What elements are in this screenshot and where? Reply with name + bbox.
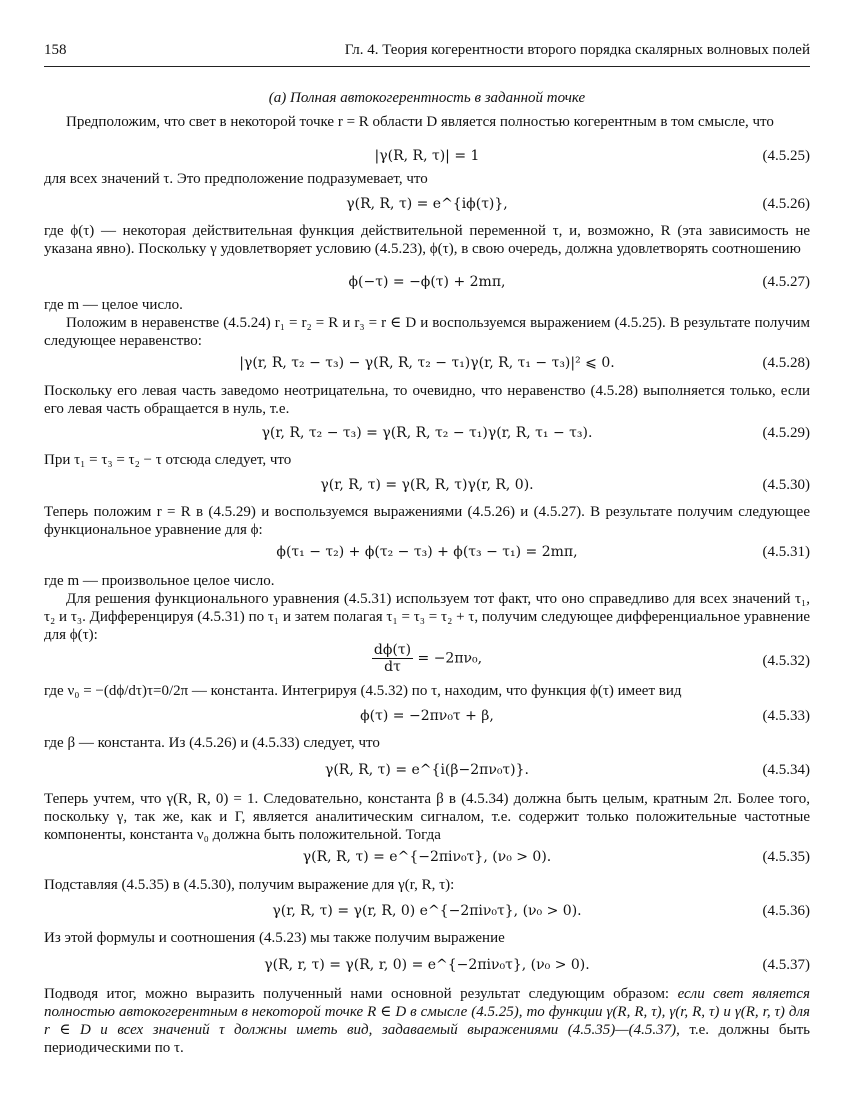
equation	[44, 196, 810, 216]
paragraph: где m — произвольное целое число.	[44, 573, 275, 589]
equation	[44, 762, 810, 782]
header-rule	[44, 66, 810, 67]
equation-formula	[44, 642, 810, 675]
paragraph: Предположим, что свет в некоторой точке r = R области D является полностью когерентным в том смысле, что	[66, 114, 774, 130]
paragraph: где m — целое число.	[44, 297, 183, 313]
equation-formula: |γ(R, R, τ)| = 1	[374, 148, 480, 164]
equation-number: (4.5.32)	[762, 653, 810, 669]
equation	[44, 477, 810, 497]
equation	[44, 544, 810, 564]
equation-number: (4.5.27)	[762, 274, 810, 290]
equation-formula: γ(R, R, τ) = e^{−2πiν₀τ}, (ν₀ > 0).	[302, 849, 552, 865]
equation-formula: γ(R, R, τ) = e^{i(β−2πν₀τ)}.	[324, 762, 530, 778]
paragraph: Для решения функционального уравнения (4.5.31) используем тот факт, что оно справедливо для всех значений τ₁, τ₂ и τ₃. Дифференцируя (4.5.31) по τ₁ и затем полагая τ₁ = τ₃ = τ₂ + τ, получим следующее дифференциальное уравнение для ϕ(τ):	[44, 591, 810, 643]
equation-formula: γ(r, R, τ) = γ(r, R, 0) e^{−2πiν₀τ}, (ν₀ > 0).	[272, 903, 582, 919]
equation	[44, 425, 810, 445]
equation	[44, 903, 810, 923]
equation-number: (4.5.28)	[762, 355, 810, 371]
equation	[44, 355, 810, 375]
equation-formula: γ(r, R, τ) = γ(R, R, τ)γ(r, R, 0).	[320, 477, 534, 493]
equation-number: (4.5.29)	[762, 425, 810, 441]
page-number: 158	[44, 42, 67, 58]
running-header	[44, 42, 810, 62]
equation-number: (4.5.30)	[762, 477, 810, 493]
summary-text: Подводя итог, можно выразить полученный нами основной результат следующим образом:	[44, 986, 678, 1002]
equation-number: (4.5.36)	[762, 903, 810, 919]
equation	[44, 849, 810, 869]
equation-number: (4.5.31)	[762, 544, 810, 560]
paragraph: где ϕ(τ) — некоторая действительная функция действительной переменной τ, и, возможно, R (эта зависимость не указана явно). Поскольку γ удовлетворяет условию (4.5.23), ϕ(τ), в свою очередь, должна удовлетворять соотношению	[44, 223, 810, 257]
summary-paragraph	[44, 985, 810, 1057]
paragraph: Подставляя (4.5.35) в (4.5.30), получим выражение для γ(r, R, τ):	[44, 877, 455, 893]
equation-formula: ϕ(−τ) = −ϕ(τ) + 2mπ,	[348, 274, 506, 290]
running-title: Гл. 4. Теория когерентности второго порядка скалярных волновых полей	[344, 42, 810, 58]
fraction-denominator: dτ	[384, 659, 401, 675]
fraction-numerator: dϕ(τ)	[373, 642, 412, 658]
summary-italic-text: если свет является полностью автокогерентным в некоторой точке R ∈ D в смысле (4.5.25), то функции γ(R, R, τ), γ(r, R, τ) и γ(R, r, τ) для r ∈ D и всех значений τ должны иметь вид, задаваемый выражениями (4.5.35)—(4.5.37)	[44, 986, 810, 1038]
equation	[44, 148, 810, 168]
equation-number: (4.5.26)	[762, 196, 810, 212]
equation-formula: ϕ(τ₁ − τ₂) + ϕ(τ₂ − τ₃) + ϕ(τ₃ − τ₁) = 2mπ,	[276, 544, 578, 560]
equation-rhs: = −2πν₀,	[413, 650, 483, 667]
paragraph: При τ₁ = τ₃ = τ₂ − τ отсюда следует, что	[44, 452, 292, 468]
fraction	[372, 642, 413, 675]
paragraph: Теперь учтем, что γ(R, R, 0) = 1. Следовательно, константа β в (4.5.34) должна быть целым, кратным 2π. Более того, поскольку γ, так же, как и Γ, является аналитическим сигналом, т.е. содержит только положительные частотные компоненты, константа ν₀ должна быть положительной. Тогда	[44, 791, 810, 843]
equation-number: (4.5.35)	[762, 849, 810, 865]
equation-number: (4.5.25)	[762, 148, 810, 164]
paragraph: Из этой формулы и соотношения (4.5.23) мы также получим выражение	[44, 930, 505, 946]
equation-formula: γ(R, R, τ) = e^{iϕ(τ)},	[346, 196, 508, 212]
paragraph: где β — константа. Из (4.5.26) и (4.5.33) следует, что	[44, 735, 380, 751]
section-title: (a) Полная автокогерентность в заданной точке	[268, 90, 586, 106]
equation-number: (4.5.34)	[762, 762, 810, 778]
paragraph: Положим в неравенстве (4.5.24) r₁ = r₂ = R и r₃ = r ∈ D и воспользуемся выражением (4.5.25). В результате получим следующее неравенство:	[44, 315, 810, 349]
paragraph: для всех значений τ. Это предположение подразумевает, что	[44, 171, 428, 187]
equation-formula: γ(R, r, τ) = γ(R, r, 0) = e^{−2πiν₀τ}, (ν₀ > 0).	[264, 957, 590, 973]
paragraph: Теперь положим r = R в (4.5.29) и воспользуемся выражениями (4.5.26) и (4.5.27). В результате получим следующее функциональное уравнение для ϕ:	[44, 504, 810, 538]
equation	[44, 708, 810, 728]
equation-formula: |γ(r, R, τ₂ − τ₃) − γ(R, R, τ₂ − τ₁)γ(r, R, τ₁ − τ₃)|² ⩽ 0.	[239, 355, 615, 371]
summary-end-text: , т.е. должны быть периодическими по τ.	[44, 1022, 810, 1056]
paragraph: Поскольку его левая часть заведомо неотрицательна, то очевидно, что неравенство (4.5.28) выполняется только, если его левая часть обращается в нуль, т.е.	[44, 383, 810, 417]
equation-number: (4.5.33)	[762, 708, 810, 724]
paragraph: где ν₀ = −(dϕ/dτ)τ=0/2π — константа. Интегрируя (4.5.32) по τ, находим, что функция ϕ(τ) имеет вид	[44, 683, 682, 699]
equation-number: (4.5.37)	[762, 957, 810, 973]
equation-formula: ϕ(τ) = −2πν₀τ + β,	[360, 708, 494, 724]
equation	[44, 642, 810, 682]
equation-formula: γ(r, R, τ₂ − τ₃) = γ(R, R, τ₂ − τ₁)γ(r, R, τ₁ − τ₃).	[261, 425, 593, 441]
equation	[44, 957, 810, 977]
equation	[44, 274, 810, 294]
